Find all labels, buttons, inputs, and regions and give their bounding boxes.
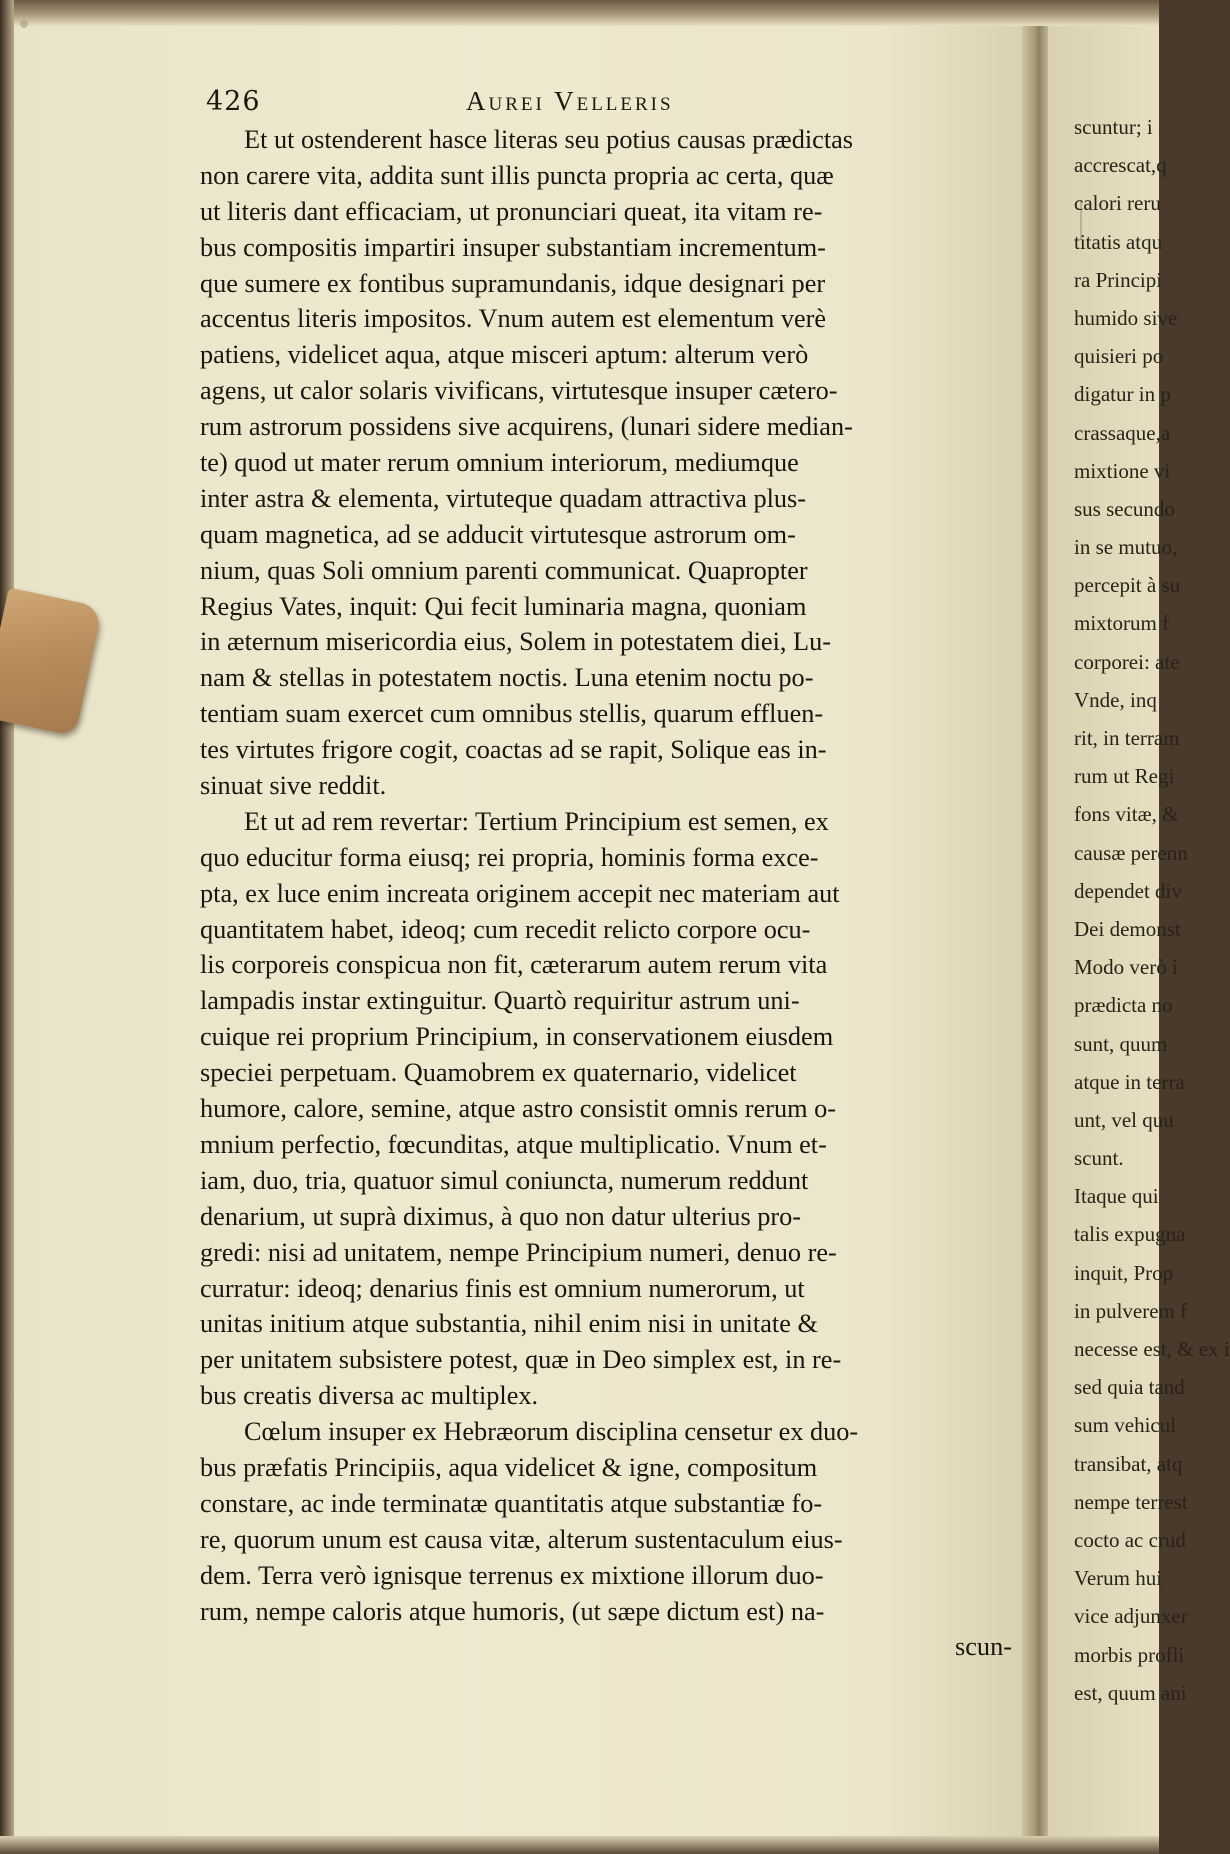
text-line: bus præfatis Principiis, aqua videlicet & igne, compositum <box>200 1452 818 1482</box>
book-gutter <box>1022 10 1050 1850</box>
text-line: Et ut ad rem revertar: Tertium Principium est semen, ex <box>244 806 829 836</box>
facing-text-line: causæ perenn <box>1074 840 1188 865</box>
facing-text-line: humido sive <box>1074 305 1178 330</box>
facing-text-line: scuntur; i <box>1074 115 1153 139</box>
text-line: cuique rei proprium Principium, in conservationem eiusdem <box>200 1022 834 1052</box>
left-edge <box>0 0 14 1854</box>
facing-text-line: dependet div <box>1074 878 1182 903</box>
text-line: unitas initium atque substantia, nihil enim nisi in unitate & <box>200 1309 818 1339</box>
running-title: Aurei Velleris <box>466 86 674 116</box>
text-line: que sumere ex fontibus supramundanis, idque designari per <box>200 268 826 298</box>
text-line: speciei perpetuam. Quamobrem ex quaternario, videlicet <box>200 1058 797 1088</box>
text-line: Et ut ostenderent hasce literas seu potius causas prædictas <box>244 125 854 154</box>
facing-text-line: sus secundo <box>1074 496 1175 521</box>
facing-text-line: fons vitæ, & <box>1074 802 1179 827</box>
text-line: pta, ex luce enim increata originem accepit nec materiam aut <box>200 878 840 908</box>
facing-text-line: accrescat,q <box>1074 153 1167 178</box>
text-line: re, quorum unum est causa vitæ, alterum sustentaculum eius- <box>200 1524 843 1554</box>
paper-stain <box>20 20 28 28</box>
text-line: tentiam suam exercet cum omnibus stellis, quarum effluen- <box>200 699 824 729</box>
text-line: constare, ac inde terminatæ quantitatis atque substantiæ fo- <box>200 1488 823 1518</box>
facing-text-line: inquit, Prop <box>1074 1260 1174 1285</box>
facing-text-line: vice adjunxer <box>1074 1604 1188 1629</box>
text-line: inter astra & elementa, virtuteque quadam attractiva plus- <box>200 483 807 513</box>
text-line: in æternum misericordia eius, Solem in potestatem diei, Lu- <box>200 627 831 657</box>
facing-text-line: Modo verò i <box>1074 955 1178 980</box>
text-line: bus creatis diversa ac multiplex. <box>200 1381 539 1411</box>
facing-text-line: Verum hui <box>1074 1566 1163 1591</box>
text-line: lampadis instar extinguitur. Quartò requiritur astrum uni- <box>200 986 800 1016</box>
facing-text-line: rit, in terram <box>1074 726 1180 750</box>
text-line: nium, quas Soli omnium parenti communicat. Quapropter <box>200 555 808 585</box>
text-line: non carere vita, addita sunt illis puncta propria ac certa, quæ <box>200 160 834 190</box>
text-line: per unitatem subsistere potest, quæ in Deo simplex est, in re- <box>200 1345 842 1375</box>
facing-text-line: quisieri po <box>1074 344 1164 369</box>
facing-text-line: necesse est, & ex i <box>1074 1337 1230 1361</box>
facing-text-line: unt, vel quu <box>1074 1107 1174 1132</box>
facing-text-line: digatur in p <box>1074 382 1171 407</box>
text-line: te) quod ut mater rerum omnium interiorum, mediumque <box>200 448 799 478</box>
text-line: gredi: nisi ad unitatem, nempe Principium numeri, denuo re- <box>200 1237 837 1267</box>
facing-text-line: Vnde, inq <box>1074 687 1157 712</box>
text-line: quantitatem habet, ideoq; cum recedit relicto corpore ocu- <box>200 914 811 944</box>
page-number: 426 <box>206 86 261 117</box>
body-text <box>200 122 1020 1665</box>
facing-text-line: morbis profli <box>1074 1642 1185 1667</box>
text-line: agens, ut calor solaris vivificans, virtutesque insuper cætero- <box>200 376 838 406</box>
text-line: rum astrorum possidens sive acquirens, (lunari sidere median- <box>200 412 853 442</box>
facing-text-line: Dei demonst <box>1074 916 1181 941</box>
facing-text-line: nempe terrest <box>1074 1489 1188 1514</box>
facing-text-line: scunt. <box>1074 1146 1124 1171</box>
facing-text-line: corporei: ate <box>1074 649 1180 674</box>
facing-text-line: Itaque qui <box>1074 1184 1159 1209</box>
facing-text-line: transibat, atq <box>1074 1451 1183 1476</box>
top-edge <box>0 0 1159 26</box>
text-line: iam, duo, tria, quatuor simul coniuncta, numerum reddunt <box>200 1165 809 1195</box>
page-header <box>206 86 1006 122</box>
facing-text-line: sed quia tand <box>1074 1375 1185 1400</box>
text-line: nam & stellas in potestatem noctis. Luna etenim noctu po- <box>200 663 814 693</box>
catchword: scun- <box>955 1632 1012 1662</box>
facing-text-line: atque in terra <box>1074 1069 1185 1094</box>
facing-text-line: sum vehicul <box>1074 1413 1177 1438</box>
bottom-edge <box>0 1836 1159 1854</box>
facing-text-line: titatis atqu <box>1074 229 1163 254</box>
text-line: lis corporeis conspicua non fit, cæterarum autem rerum vita <box>200 950 828 980</box>
text-line: Regius Vates, inquit: Qui fecit luminaria magna, quoniam <box>200 591 807 621</box>
facing-text-line: sunt, quum <box>1074 1031 1168 1056</box>
text-line: bus compositis impartiri insuper substantiam incrementum- <box>200 232 826 262</box>
text-line: ut literis dant efficaciam, ut pronunciari queat, ita vitam re- <box>200 196 823 226</box>
facing-page-text <box>1074 108 1230 1712</box>
facing-text-line: crassaque,a <box>1074 420 1171 445</box>
facing-text-line: mixtorum f <box>1074 611 1170 636</box>
text-line: humore, calore, semine, atque astro consistit omnis rerum o- <box>200 1094 837 1124</box>
text-line: patiens, videlicet aqua, atque misceri aptum: alterum verò <box>200 340 809 370</box>
facing-text-line: rum ut Regi <box>1074 764 1175 789</box>
text-line: dem. Terra verò ignisque terrenus ex mixtione illorum duo- <box>200 1560 824 1590</box>
facing-text-line: mixtione vi <box>1074 458 1171 483</box>
text-line: tes virtutes frigore cogit, coactas ad se rapit, Solique eas in- <box>200 735 827 765</box>
facing-text-line: ra Principi <box>1074 267 1163 292</box>
facing-text-line: prædicta no <box>1074 993 1173 1018</box>
text-line: mnium perfectio, fœcunditas, atque multiplicatio. Vnum et- <box>200 1129 827 1159</box>
text-line: rum, nempe caloris atque humoris, (ut sæpe dictum est) na- <box>200 1596 825 1626</box>
text-line: curratur: ideoq; denarius finis est omnium numerorum, ut <box>200 1273 805 1303</box>
facing-text-line: talis expugna <box>1074 1222 1186 1247</box>
text-line: denarium, ut suprà diximus, à quo non datur ulterius pro- <box>200 1201 802 1231</box>
text-line: accentus literis impositos. Vnum autem est elementum verè <box>200 304 827 334</box>
facing-text-line: cocto ac crud <box>1074 1527 1186 1552</box>
text-line: Cœlum insuper ex Hebræorum disciplina censetur ex duo- <box>244 1417 859 1447</box>
text-line: quo educitur forma eiusq; rei propria, hominis forma exce- <box>200 842 819 872</box>
text-line: quam magnetica, ad se adducit virtutesque astrorum om- <box>200 519 796 549</box>
facing-text-line: calori reru <box>1074 191 1161 216</box>
facing-text-line: in pulverem f <box>1074 1298 1188 1323</box>
facing-text-line: in se mutuo, <box>1074 535 1178 560</box>
facing-text-line: est, quum ani <box>1074 1680 1187 1705</box>
facing-text-line: percepit à su <box>1074 573 1181 598</box>
text-line: sinuat sive reddit. <box>200 771 387 801</box>
